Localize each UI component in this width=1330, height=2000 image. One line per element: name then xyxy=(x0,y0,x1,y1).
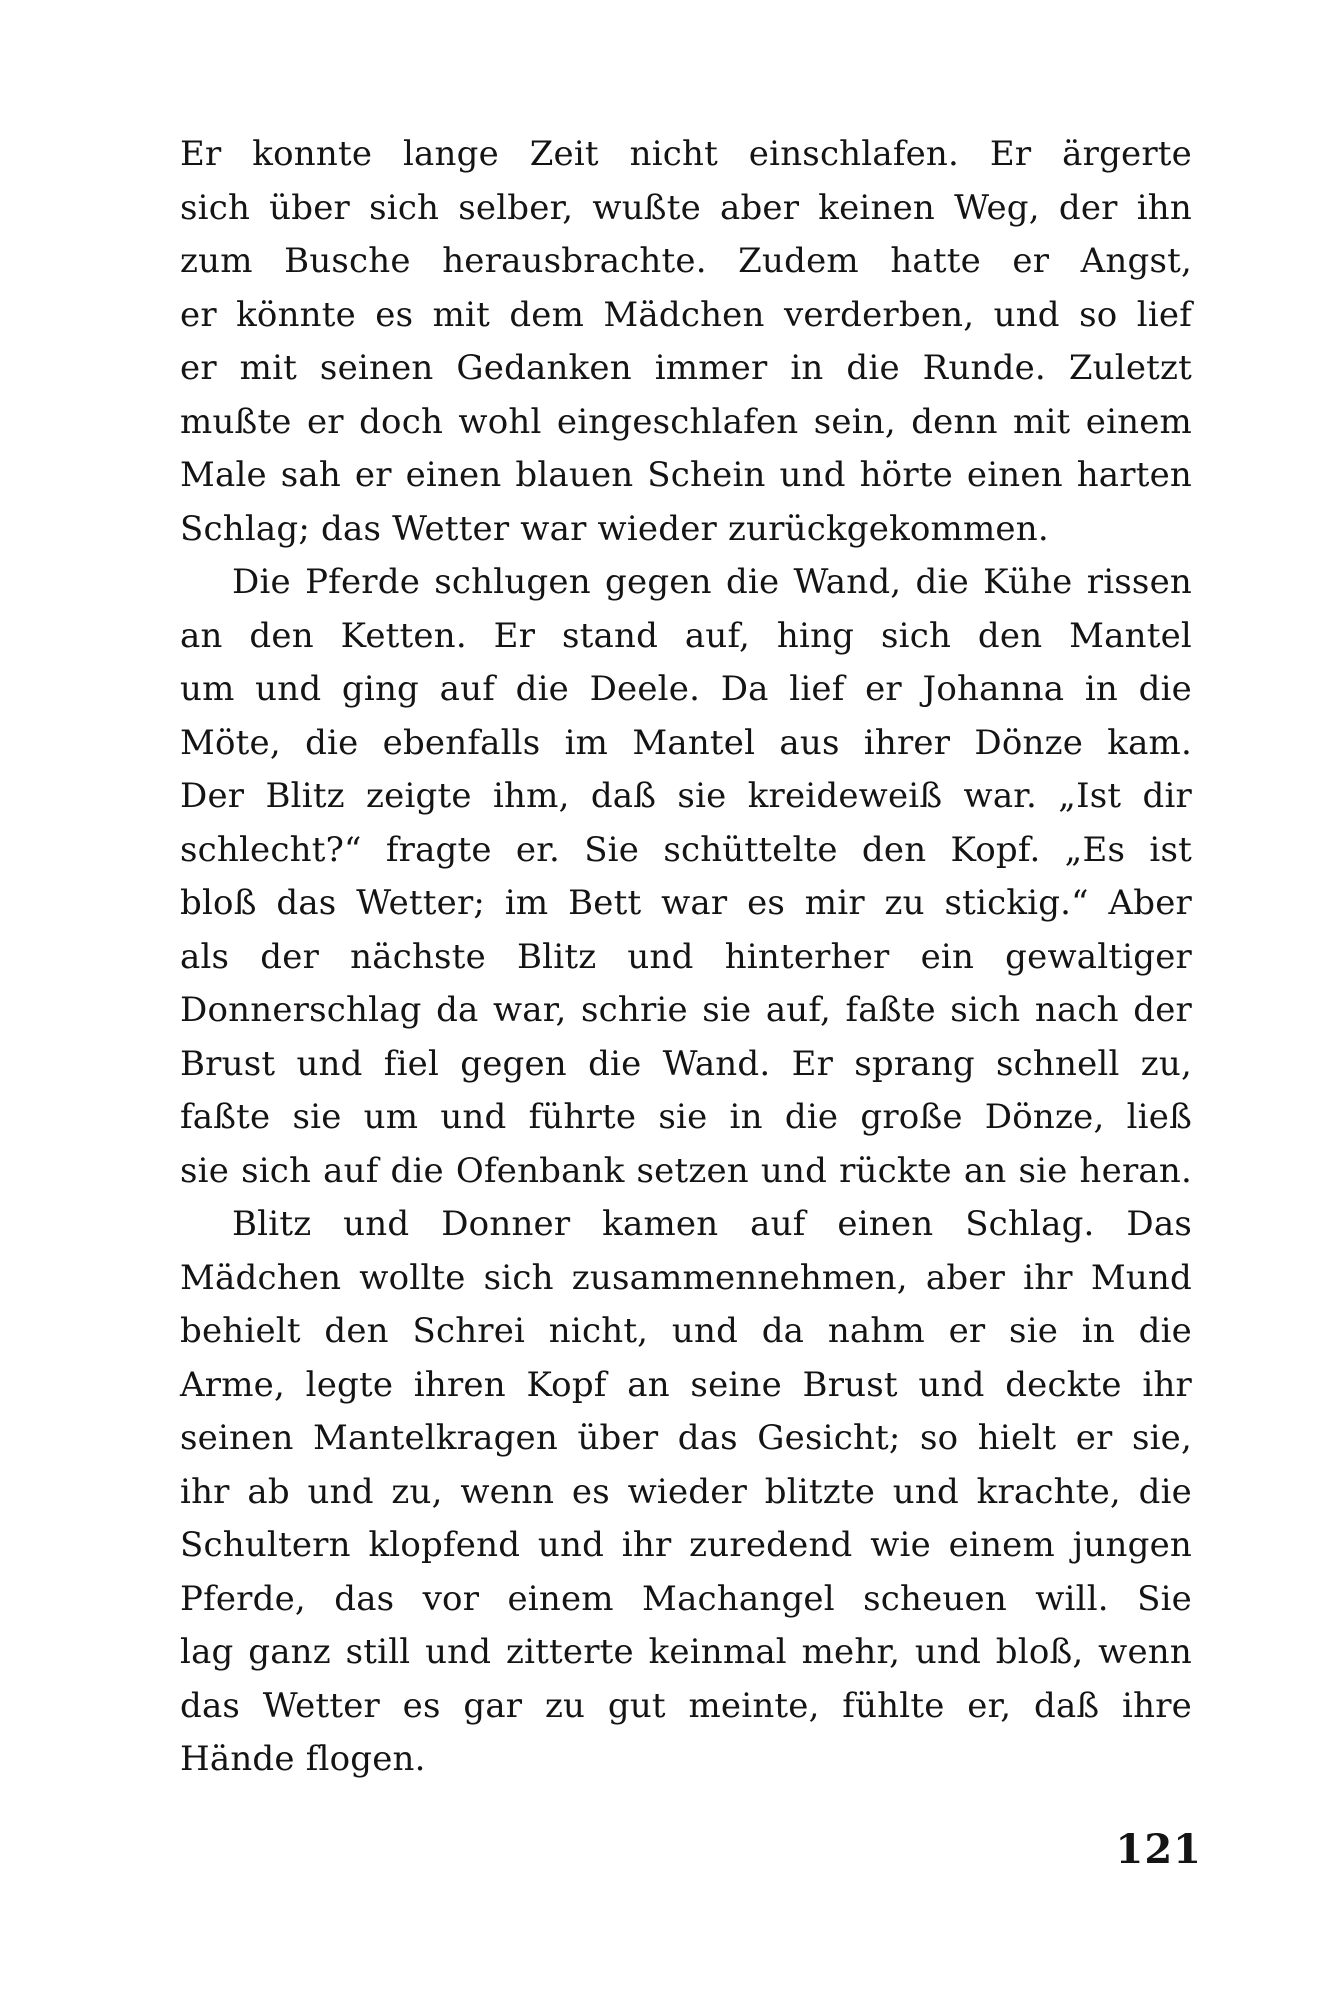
text-line: er könnte es mit dem Mädchen verderben, und so lief xyxy=(180,294,1192,335)
text-line: mußte er doch wohl eingeschlafen sein, denn mit einem xyxy=(180,401,1192,442)
text-line: Der Blitz zeigte ihm, daß sie kreideweiß war. „Ist dir xyxy=(180,776,1192,816)
text-line: schlecht?“ fragte er. Sie schüttelte den Kopf. „Es ist xyxy=(180,829,1192,870)
text-line: Mädchen wollte sich zusammennehmen, aber ihr Mund xyxy=(180,1257,1192,1298)
body-text xyxy=(180,128,1192,1787)
text-line: Er konnte lange Zeit nicht einschlafen. Er ärgerte xyxy=(180,134,1192,174)
text-line: Die Pferde schlugen gegen die Wand, die Kühe rissen xyxy=(232,562,1192,602)
text-line: Schlag; das Wetter war wieder zurückgekommen. xyxy=(180,508,1049,549)
text-line: lag ganz still und zitterte keinmal mehr, und bloß, wenn xyxy=(180,1632,1192,1672)
text-line: an den Ketten. Er stand auf, hing sich den Mantel xyxy=(180,615,1192,656)
paragraph-1 xyxy=(180,128,1192,556)
text-line: Pferde, das vor einem Machangel scheuen will. Sie xyxy=(180,1578,1192,1619)
text-line: er mit seinen Gedanken immer in die Runde. Zuletzt xyxy=(180,348,1192,388)
text-line: sie sich auf die Ofenbank setzen und rückte an sie heran. xyxy=(180,1150,1192,1191)
paragraph-2 xyxy=(180,556,1192,1198)
text-line: Male sah er einen blauen Schein und hörte einen harten xyxy=(180,455,1192,495)
text-line: seinen Mantelkragen über das Gesicht; so hielt er sie, xyxy=(180,1418,1192,1458)
text-line: Arme, legte ihren Kopf an seine Brust und deckte ihr xyxy=(180,1364,1192,1405)
text-line: Donnerschlag da war, schrie sie auf, faßte sich nach der xyxy=(180,990,1192,1030)
text-line: faßte sie um und führte sie in die große Dönze, ließ xyxy=(180,1097,1192,1137)
text-line: behielt den Schrei nicht, und da nahm er sie in die xyxy=(180,1311,1192,1351)
text-line: Blitz und Donner kamen auf einen Schlag. Das xyxy=(232,1204,1192,1244)
text-line: Möte, die ebenfalls im Mantel aus ihrer Dönze kam. xyxy=(180,722,1192,763)
text-line: zum Busche herausbrachte. Zudem hatte er Angst, xyxy=(180,241,1192,281)
text-line: ihr ab und zu, wenn es wieder blitzte und krachte, die xyxy=(180,1471,1192,1512)
paragraph-3 xyxy=(180,1198,1192,1787)
page-number: 121 xyxy=(1115,1826,1202,1873)
text-line: um und ging auf die Deele. Da lief er Johanna in die xyxy=(180,669,1192,709)
text-line: Hände flogen. xyxy=(180,1739,426,1779)
text-line: das Wetter es gar zu gut meinte, fühlte er, daß ihre xyxy=(180,1685,1192,1726)
text-line: Schultern klopfend und ihr zuredend wie einem jungen xyxy=(180,1525,1192,1565)
text-line: als der nächste Blitz und hinterher ein gewaltiger xyxy=(180,936,1192,977)
text-line: bloß das Wetter; im Bett war es mir zu stickig.“ Aber xyxy=(180,883,1192,923)
text-line: Brust und fiel gegen die Wand. Er sprang schnell zu, xyxy=(180,1043,1192,1084)
text-line: sich über sich selber, wußte aber keinen Weg, der ihn xyxy=(180,187,1192,228)
